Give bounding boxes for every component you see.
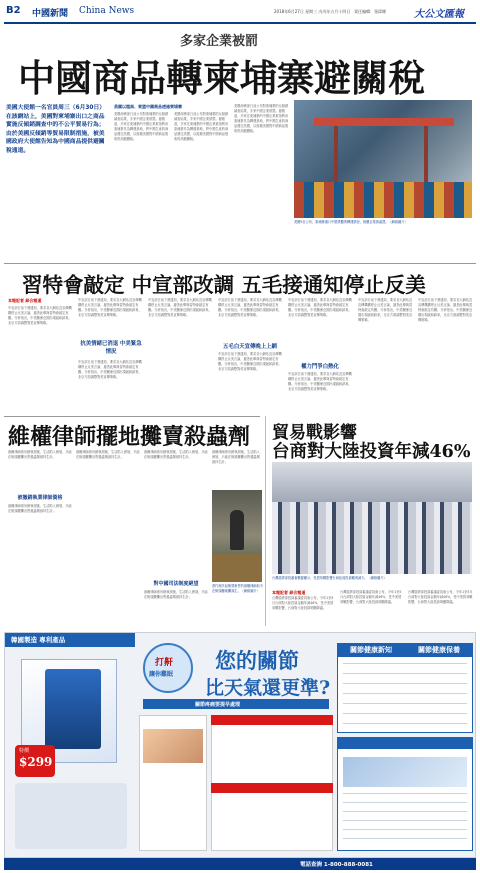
story2-body-col4: 中宣部日前下發通知，要求各大網站及宣傳機構停止反美言論，據悉此舉與習特會敲定有關。分析指出，中美關係近期出現緩和跡象，北京方面調整對美宣傳策略。	[218, 298, 282, 318]
story4-headline-2: 台商對大陸投資年減46%	[272, 442, 471, 462]
story2-byline: 本報記者 綜合報道	[8, 298, 42, 303]
issue-date: 2018年6月27日 星期三 戊戌年五月十四日	[274, 9, 351, 14]
story1-lead: 美國大使館一名官員周三（6月30日）在該網站上，美國對柬埔寨出口之商品實施反傾銷調查中的不公平貿易行為；由於美國反傾銷等貿易限制措施，被美國政府大使館告知為中國商品提供避關稅通道。	[6, 105, 106, 154]
editor-note: 責任編輯：張偉剛	[354, 9, 386, 14]
ad-box1-lines	[343, 663, 467, 727]
device-illustration	[15, 783, 127, 849]
story3-body-col4: 維權律師被吊銷執照後，生活陷入困境，只能在街頭擺攤出售殺蟲劑維持生計。	[212, 450, 260, 465]
story4-byline: 本報記者 綜合報道	[272, 590, 306, 595]
ad-box3-header	[337, 737, 473, 749]
ad-box3-photo	[343, 757, 467, 787]
story4-body-col3: 台灣經濟部投資審議委員會公布，今年1至5月台商對大陸投資金額年減46%，受中美貿易戰影響，台商對大陸投資明顯降溫。	[408, 590, 473, 605]
story2-body-col6: 中宣部日前下發通知，要求各大網站及宣傳機構停止反美言論，據悉此舉與習特會敲定有關。分析指出，中美關係近期出現緩和跡象，北京方面調整對美宣傳策略。	[358, 298, 413, 323]
ad-box1-header: 關節健康新知	[337, 643, 405, 657]
story4-body-col2: 台灣經濟部投資審議委員會公布，今年1至5月台商對大陸投資金額年減46%，受中美貿易戰影響，台商對大陸投資明顯降溫。	[340, 590, 402, 605]
section-rule	[4, 416, 260, 417]
ad-question-2: 比天氣還更準?	[205, 677, 331, 699]
page-number: B2	[6, 5, 21, 16]
story3-body-col3: 維權律師被吊銷執照後，生活陷入困境，只能在街頭擺攤出售殺蟲劑維持生計。	[144, 450, 208, 460]
ad-slogan-1: 打鼾	[155, 658, 174, 668]
port-photo	[294, 100, 472, 218]
story2-subhead2: 五毛白天宣傳晚上上網	[223, 344, 277, 350]
port-photo-caption: 美國9日公布，柬埔寨港口中國貨櫃的轉運情況，相關企業被處罰。（網絡圖片）	[294, 220, 408, 224]
section-rule	[4, 263, 476, 264]
story1-byline: 美國以越南、東盟中國商品透過柬埔寨	[114, 104, 182, 109]
column-divider	[265, 416, 266, 626]
story3-subhead2: 對中國司法制度絕望	[153, 581, 199, 587]
story3-body-col1b: 維權律師被吊銷執照後，生活陷入困境，只能在街頭擺攤出售殺蟲劑維持生計。	[8, 504, 72, 514]
factory-photo	[272, 462, 472, 574]
story1-body-col1: 美國商務部日前公布對柬埔寨的反傾銷調查結果，多家中國企業被罰。據報道，多家在柬埔寨的中國企業被指利用柬埔寨作為轉運基地，將中國生產的商品運往美國，以規避美國對中國商品徵收的高額關稅。	[114, 112, 169, 142]
story3-headline: 維權律師擺地攤賣殺蟲劑	[8, 424, 251, 450]
story2-body-col7: 中宣部日前下發通知，要求各大網站及宣傳機構停止反美言論，據悉此舉與習特會敲定有關。分析指出，中美關係近期出現緩和跡象，北京方面調整對美宣傳策略。	[418, 298, 473, 323]
ad-brand: 韓國製造 專利產品	[11, 636, 66, 644]
brand-logo: 大公文匯報	[414, 9, 464, 20]
price-label: 特價	[19, 748, 30, 754]
story2-body-col2b: 中宣部日前下發通知，要求各大網站及宣傳機構停止反美言論，據悉此舉與習特會敲定有關。分析指出，中美關係近期出現緩和跡象，北京方面調整對美宣傳策略。	[78, 360, 142, 380]
section-name: 中國新聞	[32, 9, 69, 19]
story3-subhead1: 被撤銷執業律師資格	[17, 495, 63, 501]
story2-body-col5b: 中宣部日前下發通知，要求各大網站及宣傳機構停止反美言論，據悉此舉與習特會敲定有關。分析指出，中美關係近期出現緩和跡象，北京方面調整對美宣傳策略。	[288, 372, 352, 392]
story1-body-col2: 美國商務部日前公布對柬埔寨的反傾銷調查結果，多家中國企業被罰。據報道，多家在柬埔寨的中國企業被指利用柬埔寨作為轉運基地，將中國生產的商品運往美國，以規避美國對中國商品徵收的高額關稅。	[174, 112, 229, 142]
story2-body-col3: 中宣部日前下發通知，要求各大網站及宣傳機構停止反美言論，據悉此舉與習特會敲定有關。分析指出，中美關係近期出現緩和跡象，北京方面調整對美宣傳策略。	[148, 298, 212, 318]
section-name-en: China News	[79, 6, 135, 16]
story2-body-col1: 中宣部日前下發通知，要求各大網站及宣傳機構停止反美言論，據悉此舉與習特會敲定有關。分析指出，中美關係近期出現緩和跡象，北京方面調整對美宣傳策略。	[8, 306, 72, 326]
price-value: $299	[19, 755, 53, 769]
story2-subhead1: 抗美情緒已消退 中美緊急情況	[80, 341, 142, 355]
story4-headline-1: 貿易戰影響	[272, 423, 357, 443]
story2-body-col5: 中宣部日前下發通知，要求各大網站及宣傳機構停止反美言論，據悉此舉與習特會敲定有關。分析指出，中美關係近期出現緩和跡象，北京方面調整對美宣傳策略。	[288, 298, 352, 318]
stall-table	[212, 554, 262, 582]
story1-kicker: 多家企業被罰	[180, 34, 259, 49]
story1-body-col3: 美國商務部日前公布對柬埔寨的反傾銷調查結果，多家中國企業被罰。據報道，多家在柬埔寨的中國企業被指利用柬埔寨作為轉運基地，將中國生產的商品運往美國，以規避美國對中國商品徵收的高額關稅。	[234, 104, 289, 134]
lawyer-photo	[212, 490, 262, 582]
ad-box2-header: 關節健康保養	[405, 643, 473, 657]
crane-graphic	[314, 118, 454, 126]
story4-body-col1: 台灣經濟部投資審議委員會公布，今年1至5月台商對大陸投資金額年減46%，受中美貿易戰影響，台商對大陸投資明顯降溫。	[272, 596, 334, 611]
story2-headline: 習特會敲定 中宣部改調 五毛接通知停止反美	[22, 273, 426, 297]
ad-slogan-2: 讓你難眠	[149, 671, 174, 678]
product-pack	[45, 669, 101, 749]
ad-footer-bar	[4, 858, 476, 870]
story3-body-col3b: 維權律師被吊銷執照後，生活陷入困境，只能在街頭擺攤出售殺蟲劑維持生計。	[144, 590, 208, 600]
ad-info-panel-2-hd2	[211, 783, 333, 793]
worker-rows	[272, 502, 472, 574]
ad-bubble	[143, 643, 193, 693]
masthead	[4, 3, 476, 22]
container-stack	[294, 182, 472, 218]
story2-body-col2: 中宣部日前下發通知，要求各大網站及宣傳機構停止反美言論，據悉此舉與習特會敲定有關。分析指出，中美關係近期出現緩和跡象，北京方面調整對美宣傳策略。	[78, 298, 142, 318]
story3-body-col1: 維權律師被吊銷執照後，生活陷入困境，只能在街頭擺攤出售殺蟲劑維持生計。	[8, 450, 72, 460]
story3-body-col2: 維權律師被吊銷執照後，生活陷入困境，只能在街頭擺攤出售殺蟲劑維持生計。	[76, 450, 140, 460]
story2-subhead3: 權力鬥爭白熱化	[301, 364, 339, 370]
story2-body-col4b: 中宣部日前下發通知，要求各大網站及宣傳機構停止反美言論，據悉此舉與習特會敲定有關。分析指出，中美關係近期出現緩和跡象，北京方面調整對美宣傳策略。	[218, 352, 282, 372]
ad-phone[interactable]: 電話查詢 1-800-888-0081	[300, 862, 373, 868]
story1-headline: 中國商品轉柬埔寨避關稅	[18, 56, 425, 100]
lawyer-photo-caption: 曾代理多起敏感案件的維權律師如今在街頭擺地攤謀生。（網絡圖片）	[212, 584, 263, 594]
ad-box3-lines	[343, 793, 467, 847]
header-rule	[4, 22, 476, 24]
ad-question-1: 您的關節	[215, 648, 299, 673]
ad-info-panel-2-hd	[211, 715, 333, 725]
ad-tagline: 關節疼痛要提早處理	[195, 702, 241, 708]
ad-info-photo	[143, 729, 203, 763]
person-figure	[230, 510, 244, 550]
advertisement[interactable]	[4, 632, 476, 858]
factory-photo-caption: 台灣經濟部投審會數據顯示，受貿易戰影響台商赴陸投資顯著減少。（網絡圖片）	[272, 576, 387, 580]
